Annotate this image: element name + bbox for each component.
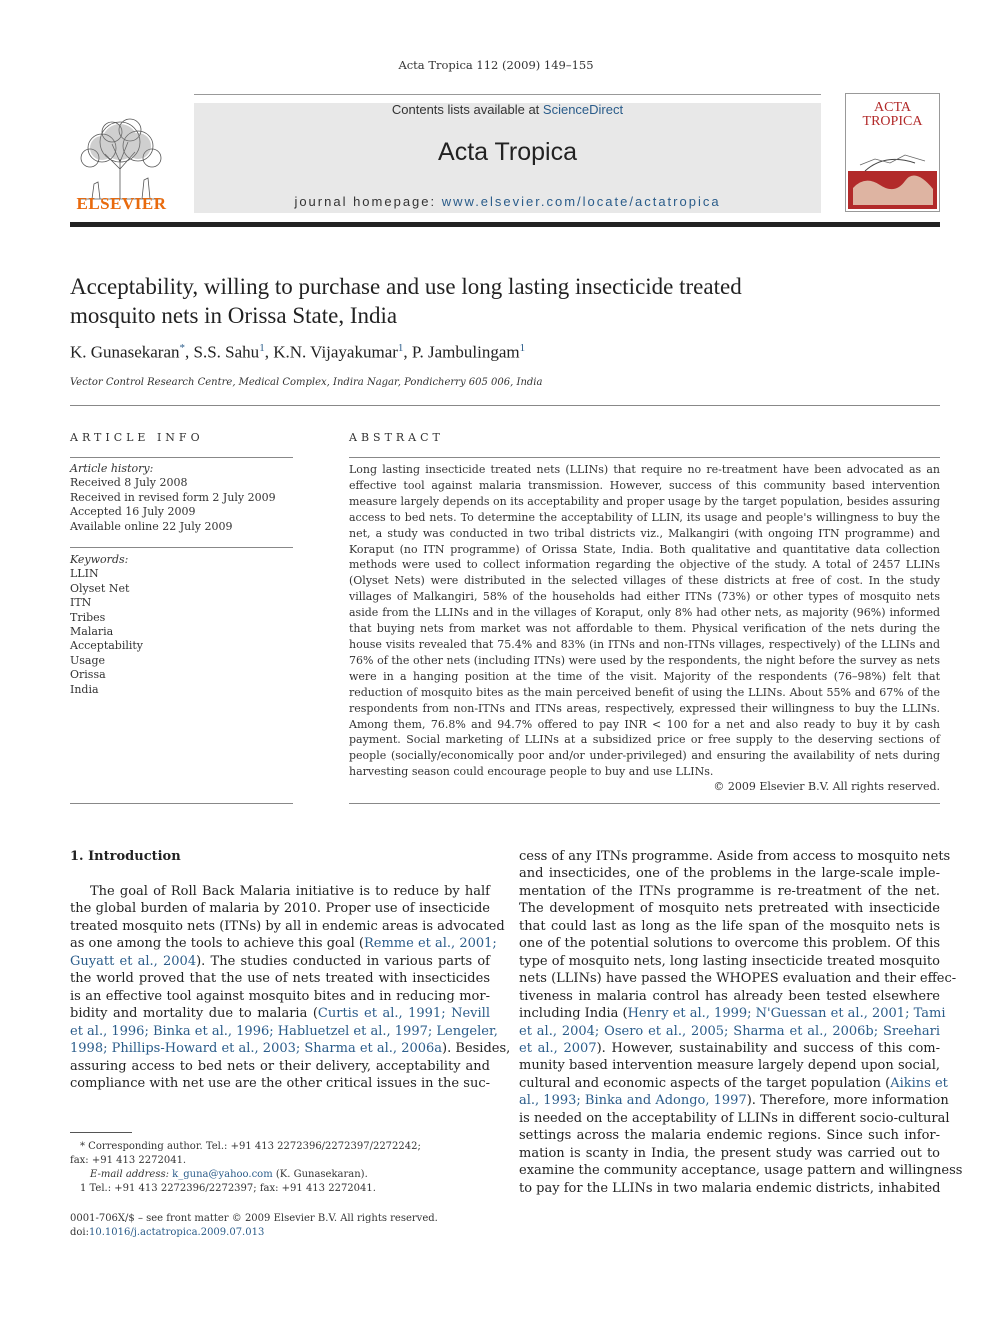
article-title-line1: Acceptability, willing to purchase and use long lasting insecticide treated xyxy=(70,274,742,299)
keyword: Olyset Net xyxy=(70,581,130,595)
contents-line xyxy=(194,102,821,117)
text-segment: cess of any ITNs programme. Aside from access to mosquito nets xyxy=(519,849,951,864)
text-line xyxy=(519,1057,940,1074)
email-label: E-mail address: xyxy=(90,1169,173,1180)
text-segment: is an effective tool against mosquito bites and in reducing mor- xyxy=(70,988,490,1004)
text-segment: nets (LLINs) have passed the WHOPES evaluation and their effec- xyxy=(519,971,957,987)
sciencedirect-link[interactable]: ScienceDirect xyxy=(542,102,624,117)
citation-link[interactable]: 1998; Phillips-Howard et al., 2003; Sharma et al., 2006a xyxy=(70,1041,443,1057)
text-segment: and insecticides, one of the problems in the large-scale imple- xyxy=(519,866,940,882)
author-separator: , xyxy=(403,342,412,362)
text-line xyxy=(70,1005,490,1022)
keywords-list xyxy=(70,553,293,697)
article-title-line2: mosquito nets in Orissa State, India xyxy=(70,303,398,328)
text-segment: The goal of Roll Back Malaria initiative is to reduce by half xyxy=(90,884,490,899)
text-segment: bidity and mortality due to malaria ( xyxy=(70,1006,318,1022)
email-note xyxy=(70,1168,490,1182)
email-name: (K. Gunasekaran). xyxy=(272,1169,368,1180)
text-segment: assuring access to bed nets or their delivery, acceptability and xyxy=(70,1058,490,1074)
article-title xyxy=(70,272,930,330)
text-line xyxy=(70,953,490,970)
history-item: Received 8 July 2008 xyxy=(70,476,188,490)
text-segment: compliance with net use are the other critical issues in the suc- xyxy=(70,1075,490,1091)
header-top-rule xyxy=(194,94,821,95)
citation-link[interactable]: Henry et al., 1999; N'Guessan et al., 2001; Tami xyxy=(627,1006,946,1022)
text-segment: mentation of the ITNs programme is re-treatment of the net. xyxy=(519,883,940,899)
keyword: Usage xyxy=(70,653,106,667)
text-line xyxy=(70,988,490,1005)
text-line xyxy=(519,1075,948,1092)
citation-link[interactable]: Aikins et xyxy=(890,1075,948,1091)
front-matter xyxy=(70,1212,490,1240)
text-segment: treated mosquito nets (ITNs) by all in endemic areas is advocated xyxy=(70,918,505,934)
header-thick-rule xyxy=(70,222,940,227)
text-segment: the world proved that the use of nets treated with insecticides xyxy=(70,971,490,987)
intro-right-column xyxy=(519,848,963,1197)
doi-label: doi: xyxy=(70,1227,89,1238)
text-line xyxy=(70,1040,511,1057)
text-segment: ). However, sustainability and success of this com- xyxy=(596,1040,940,1056)
journal-citation: Acta Tropica 112 (2009) 149–155 xyxy=(398,58,594,72)
author-separator: , xyxy=(185,342,194,362)
abstract-rule xyxy=(349,457,940,458)
text-line xyxy=(519,1162,963,1179)
text-segment: the global burden of malaria by 2010. Proper use of insecticide xyxy=(70,901,490,917)
text-segment: settings across the malaria endemic regions. Since such infor- xyxy=(519,1128,940,1144)
corresponding-author-note: * Corresponding author. Tel.: +91 413 2272396/2272397/2272242; xyxy=(80,1141,421,1152)
abstract-copyright: © 2009 Elsevier B.V. All rights reserved. xyxy=(713,780,940,793)
journal-cover-image xyxy=(845,93,940,212)
keyword: Orissa xyxy=(70,668,106,682)
text-line xyxy=(70,970,490,987)
keyword: Tribes xyxy=(70,610,106,624)
article-history xyxy=(70,462,293,534)
author-name[interactable]: S.S. Sahu xyxy=(193,342,260,362)
cover-title-line2: TROPICA xyxy=(862,114,923,129)
text-line xyxy=(519,1110,950,1127)
citation-link[interactable]: Curtis et al., 1991; Nevill xyxy=(317,1006,490,1022)
article-info-rule xyxy=(70,457,293,458)
author-list xyxy=(70,342,525,363)
citation-link[interactable]: al., 1993; Binka and Adongo, 1997 xyxy=(519,1093,747,1109)
text-segment: examine the community acceptance, usage pattern and willingness xyxy=(519,1163,963,1179)
text-line xyxy=(519,1127,940,1144)
author-mark[interactable]: 1 xyxy=(397,342,404,354)
text-segment: is needed on the acceptability of LLINs in different socio-cultural xyxy=(519,1110,950,1126)
text-segment: that could last as long as the life span of the mosquito nets is xyxy=(519,918,940,934)
journal-homepage xyxy=(194,194,821,209)
text-segment: cultural and economic aspects of the target population ( xyxy=(519,1075,891,1091)
article-info-bottom-rule xyxy=(70,803,293,804)
citation-link[interactable]: et al., 1996; Binka et al., 1996; Habluetzel et al., 1997; Lengeler, xyxy=(70,1023,498,1039)
history-item: Available online 22 July 2009 xyxy=(70,519,233,533)
text-line xyxy=(519,918,940,935)
keyword: Acceptability xyxy=(70,639,144,653)
introduction-heading: 1. Introduction xyxy=(70,849,181,864)
abstract-heading: ABSTRACT xyxy=(349,431,444,444)
author-name[interactable]: K.N. Vijayakumar xyxy=(273,342,398,362)
citation-link[interactable]: et al., 2007 xyxy=(519,1040,597,1056)
cover-title-line1: ACTA xyxy=(874,100,911,115)
keyword: ITN xyxy=(70,596,92,610)
journal-name: Acta Tropica xyxy=(438,138,577,166)
text-line xyxy=(519,988,940,1005)
citation-link[interactable]: Remme et al., 2001; xyxy=(364,936,497,952)
intro-left-column xyxy=(70,883,511,1092)
text-segment: The development of mosquito nets pretreated with insecticide xyxy=(519,901,940,917)
text-segment: tiveness in malaria control has already been tested elsewhere xyxy=(519,988,940,1004)
text-line xyxy=(519,1005,946,1022)
text-line xyxy=(70,900,490,917)
citation-link[interactable]: Guyatt et al., 2004 xyxy=(70,953,197,969)
history-label: Article history: xyxy=(70,462,154,475)
keywords-rule xyxy=(70,547,293,548)
keyword: Malaria xyxy=(70,625,114,639)
text-segment: one of the potential solutions to overcome this problem. Of this xyxy=(519,936,940,952)
text-line xyxy=(519,1092,949,1109)
text-segment: ). Therefore, more information xyxy=(746,1093,949,1109)
text-line xyxy=(519,953,940,970)
doi-line xyxy=(70,1226,490,1240)
text-line xyxy=(70,918,505,935)
elsevier-wordmark: ELSEVIER xyxy=(76,194,167,213)
text-line xyxy=(519,935,940,952)
text-line xyxy=(519,1023,940,1040)
article-info-heading: ARTICLE INFO xyxy=(70,431,204,444)
footnote-1: 1 Tel.: +91 413 2272396/2272397; fax: +91 413 2272041. xyxy=(80,1183,376,1194)
corresponding-author-fax: fax: +91 413 2272041. xyxy=(70,1155,187,1166)
doi-link[interactable]: 10.1016/j.actatropica.2009.07.013 xyxy=(89,1227,265,1238)
contents-prefix: Contents lists available at xyxy=(391,102,543,117)
text-line xyxy=(519,848,951,865)
text-line xyxy=(519,900,940,917)
text-line xyxy=(70,1075,490,1092)
email-link[interactable]: k_guna@yahoo.com xyxy=(172,1169,273,1180)
text-segment: mation is scanty in India, the present study was carried out to xyxy=(519,1145,940,1161)
keywords-label: Keywords: xyxy=(70,553,129,566)
text-segment: including India ( xyxy=(519,1006,628,1022)
author-separator: , xyxy=(264,342,274,362)
abstract-bottom-rule xyxy=(349,803,940,804)
text-segment: to pay for the LLINs in two malaria endemic districts, inhabited xyxy=(519,1180,941,1196)
text-segment: as one among the tools to achieve this goal ( xyxy=(70,936,364,952)
text-line xyxy=(519,970,957,987)
text-line xyxy=(70,883,490,900)
author-name[interactable]: K. Gunasekaran xyxy=(70,342,180,362)
author-mark[interactable]: 1 xyxy=(519,342,526,354)
history-item: Accepted 16 July 2009 xyxy=(70,505,196,519)
author-mark[interactable]: 1 xyxy=(259,342,265,354)
text-segment: munity based intervention measure largely depend upon social, xyxy=(519,1058,940,1074)
keyword: India xyxy=(70,682,99,696)
citation-link[interactable]: et al., 2004; Osero et al., 2005; Sharma et al., 2006b; Sreehari xyxy=(519,1023,940,1039)
abstract-text: Long lasting insecticide treated nets (LLINs) that require no re-treatment have been advocated as an effective tool against malaria transmission. However, success of this community based intervention measure largely depends on its acceptability and proper usage by the target population, besides assuring access to bed nets. To determine the acceptability of LLIN, its usage and people's willingness to buy the net, a study was conducted in two tribal districts viz., Malkangiri (with ongoing ITN programme) and Koraput (no ITN programme) of Orissa State, India. Both qualitative and quantitative data collection methods were used to collect information regarding the objective of the study. A total of 2457 LLINs (Olyset Nets) were distributed in the selected villages of these districts at free of cost. In the study villages of Malkangiri, 58% of the households had either ITNs (73%) or other types of mosquito nets aside from the LLINs and in the villages of Koraput, only 8% had other nets, as majority (96%) informed that buying nets from market was not affordable to them. Physical verification of the nets during the house visits revealed that 75.4% and 83% (in ITNs and non-ITNs villages, respectively) of the LLINs and 76% of the other nets (including ITNs) were used by the respondents, the night before the survey as nets were in a hanging position at the time of the visit. Majority of the respondents (76–98%) felt that reduction of mosquito bites as the main perceived benefit of using the LLINs. About 55% and 67% of the respondents from non-ITNs and ITNs areas, respectively, expressed their willingness to buy the LLINs. Among them, 76.8% and 94.7% offered to pay INR < 100 for a net and also ready to buy it by cash payment. Social marketing of LLINs at a subsidized price or free supply to the deserving sections of people (socially/economically poor and/or under-privileged) and ensuring the availability of nets during harvesting season could encourage people to buy and use LLINs. xyxy=(349,463,940,779)
cover-title xyxy=(845,101,940,129)
text-segment: ). Besides, xyxy=(442,1041,511,1057)
affiliation: Vector Control Research Centre, Medical Complex, Indira Nagar, Pondicherry 605 006, India xyxy=(70,377,543,388)
text-line xyxy=(519,865,940,882)
footnotes xyxy=(70,1140,490,1196)
keyword: LLIN xyxy=(70,567,99,581)
footnote-rule xyxy=(70,1132,132,1133)
issn-line: 0001-706X/$ – see front matter © 2009 Elsevier B.V. All rights reserved. xyxy=(70,1213,438,1224)
author-mark[interactable]: * xyxy=(179,342,186,354)
text-line xyxy=(519,1145,940,1162)
text-line xyxy=(70,935,497,952)
history-item: Received in revised form 2 July 2009 xyxy=(70,490,276,504)
homepage-link[interactable]: www.elsevier.com/locate/actatropica xyxy=(441,194,721,209)
text-line xyxy=(70,1058,490,1075)
title-bottom-rule xyxy=(70,405,940,406)
text-segment: ). The studies conducted in various parts of xyxy=(196,953,490,969)
text-line xyxy=(519,883,940,900)
homepage-prefix: journal homepage: xyxy=(294,194,442,209)
author-name[interactable]: P. Jambulingam xyxy=(411,342,520,362)
text-line xyxy=(70,1023,498,1040)
text-segment: type of mosquito nets, long lasting insecticide treated mosquito xyxy=(519,953,940,969)
text-line xyxy=(519,1040,940,1057)
text-line xyxy=(519,1180,940,1197)
